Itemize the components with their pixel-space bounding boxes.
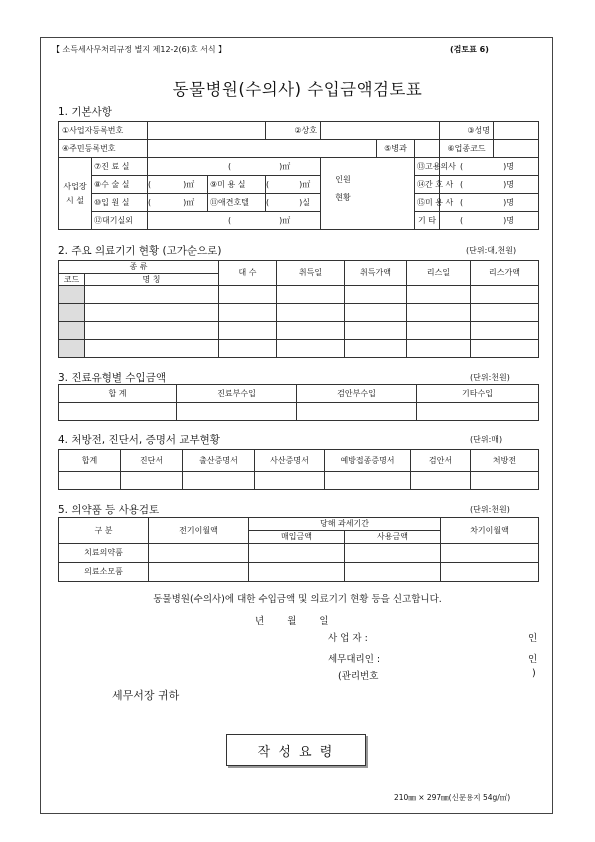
section-2-unit: (단위:대,천원) bbox=[466, 246, 517, 255]
usage-amount-input[interactable] bbox=[345, 544, 441, 563]
facility-label-line1: 사업장 bbox=[63, 181, 87, 191]
prev-carryover-input[interactable] bbox=[149, 544, 249, 563]
acquired-value-cell[interactable] bbox=[345, 304, 407, 322]
equipment-count-header: 대 수 bbox=[219, 261, 277, 286]
ward-room-input[interactable] bbox=[148, 194, 208, 212]
facility-label bbox=[59, 158, 92, 230]
waiting-room-label: ⑫대기실외 bbox=[92, 212, 148, 230]
clinic-room-input[interactable] bbox=[148, 158, 321, 176]
income-total-input[interactable] bbox=[59, 403, 177, 421]
name-input[interactable] bbox=[494, 122, 539, 140]
current-period-header: 당해 과세기간 bbox=[249, 518, 441, 531]
table-row bbox=[59, 286, 539, 304]
staff-label-line2: 현황 bbox=[335, 192, 351, 202]
medical-supplies-label: 의료소모품 bbox=[59, 563, 149, 582]
usage-amount-header: 사용금액 bbox=[345, 531, 441, 544]
biz-no-input[interactable] bbox=[148, 122, 266, 140]
table-row bbox=[59, 544, 539, 563]
paren-open: ( bbox=[228, 215, 232, 225]
basic-info-table bbox=[58, 121, 539, 230]
lease-date-cell[interactable] bbox=[407, 304, 471, 322]
lease-date-cell[interactable] bbox=[407, 340, 471, 358]
mgmt-no-close: ) bbox=[532, 668, 536, 679]
paren-open: ( bbox=[266, 197, 270, 207]
acquired-value-cell[interactable] bbox=[345, 286, 407, 304]
ward-room-label: ⑩입 원 실 bbox=[92, 194, 148, 212]
sqm-unit: )㎡ bbox=[279, 161, 291, 171]
surgery-room-label: ⑧수 술 실 bbox=[92, 176, 148, 194]
prev-carryover-header: 전기이월액 bbox=[149, 518, 249, 544]
birth-cert-header: 출산증명서 bbox=[183, 450, 255, 472]
form-rule-reference: 【 소득세사무처리규정 별지 제12-2(6)호 서식 】 bbox=[52, 45, 227, 54]
table-row bbox=[59, 304, 539, 322]
acquired-date-cell[interactable] bbox=[277, 304, 345, 322]
cert-total-header: 합계 bbox=[59, 450, 121, 472]
birth-cert-input[interactable] bbox=[183, 472, 255, 490]
waiting-room-input[interactable] bbox=[148, 212, 321, 230]
writing-guide-button[interactable]: 작 성 요 령 bbox=[226, 734, 366, 766]
paren-open: ( bbox=[148, 179, 152, 189]
form-title: 동물병원(수의사) 수입금액검토표 bbox=[172, 80, 423, 99]
biz-owner-seal: 인 bbox=[528, 633, 538, 644]
treatment-medicine-label: 치료의약품 bbox=[59, 544, 149, 563]
staff-label-line1: 인원 bbox=[335, 175, 351, 184]
tax-agent-label: 세무대리인 : bbox=[328, 654, 381, 665]
acquired-value-cell[interactable] bbox=[345, 322, 407, 340]
persons-unit: )명 bbox=[503, 197, 514, 207]
section-4-unit: (단위:매) bbox=[470, 435, 503, 444]
section-3-unit: (단위:천원) bbox=[470, 373, 510, 382]
section-4-title: 4. 처방전, 진단서, 증명서 교부현황 bbox=[58, 434, 220, 446]
prescription-header: 처방전 bbox=[471, 450, 539, 472]
clinic-room-label: ⑦진 료 실 bbox=[92, 158, 148, 176]
lease-value-cell[interactable] bbox=[471, 322, 539, 340]
purchase-amount-header: 매입금액 bbox=[249, 531, 345, 544]
inspection-cert-input[interactable] bbox=[411, 472, 471, 490]
lease-value-cell[interactable] bbox=[471, 304, 539, 322]
acquired-value-header: 취득가액 bbox=[345, 261, 407, 286]
hotel-room-label: ⑪애견호텔 bbox=[208, 194, 266, 212]
biz-owner-label: 사 업 자 : bbox=[328, 633, 368, 644]
date-line: 년 월 일 bbox=[255, 616, 329, 627]
prev-carryover-input[interactable] bbox=[149, 563, 249, 582]
paren-open: ( bbox=[460, 215, 464, 225]
name-cell[interactable] bbox=[85, 304, 219, 322]
purchase-amount-input[interactable] bbox=[249, 544, 345, 563]
usage-amount-input[interactable] bbox=[345, 563, 441, 582]
persons-unit: )명 bbox=[503, 215, 514, 225]
count-cell[interactable] bbox=[219, 304, 277, 322]
staff-label-text bbox=[330, 176, 356, 203]
other-staff-label: 기 타 bbox=[415, 212, 440, 230]
name-cell[interactable] bbox=[85, 340, 219, 358]
paren-open: ( bbox=[460, 161, 464, 171]
medicine-usage-table bbox=[58, 517, 539, 582]
vet-label: ⑬고용의사 bbox=[415, 158, 440, 176]
mgmt-no-label: (관리번호 bbox=[338, 671, 379, 682]
hotel-room-input[interactable] bbox=[266, 194, 321, 212]
cert-total-input[interactable] bbox=[59, 472, 121, 490]
medical-equipment-table bbox=[58, 260, 539, 358]
surgery-room-input[interactable] bbox=[148, 176, 208, 194]
acquired-date-cell[interactable] bbox=[277, 322, 345, 340]
count-cell[interactable] bbox=[219, 340, 277, 358]
lease-date-cell[interactable] bbox=[407, 286, 471, 304]
trade-name-label: ②상호 bbox=[266, 122, 321, 140]
name-label: ③성명 bbox=[440, 122, 494, 140]
equipment-kind-header: 종 류 bbox=[59, 261, 219, 274]
other-income-input[interactable] bbox=[417, 403, 539, 421]
diagnosis-header: 진단서 bbox=[121, 450, 183, 472]
equipment-name-header: 명 칭 bbox=[85, 274, 219, 286]
paren-open: ( bbox=[460, 179, 464, 189]
next-carryover-input[interactable] bbox=[441, 563, 539, 582]
purchase-amount-input[interactable] bbox=[249, 563, 345, 582]
nurse-label: ⑭간 호 사 bbox=[415, 176, 440, 194]
industry-code-label: ⑥업종코드 bbox=[440, 140, 494, 158]
beauty-room-input[interactable] bbox=[266, 176, 321, 194]
income-total-header: 합 계 bbox=[59, 385, 177, 403]
beautician-input[interactable] bbox=[440, 194, 539, 212]
paren-open: ( bbox=[228, 161, 232, 171]
beauty-room-label: ⑨미 용 실 bbox=[208, 176, 266, 194]
dept-label: ⑤병과 bbox=[377, 140, 415, 158]
section-5-title: 5. 의약품 등 사용검토 bbox=[58, 504, 160, 516]
sqm-unit: )㎡ bbox=[299, 179, 311, 189]
paren-open: ( bbox=[148, 197, 152, 207]
stillbirth-cert-header: 사산증명서 bbox=[255, 450, 325, 472]
medicine-kind-header: 구 분 bbox=[59, 518, 149, 544]
table-row bbox=[59, 340, 539, 358]
name-cell[interactable] bbox=[85, 286, 219, 304]
resident-no-label: ④주민등록번호 bbox=[59, 140, 148, 158]
diagnosis-input[interactable] bbox=[121, 472, 183, 490]
lease-date-header: 리스일 bbox=[407, 261, 471, 286]
persons-unit: )명 bbox=[503, 161, 514, 171]
sqm-unit: )㎡ bbox=[183, 179, 195, 189]
acquired-date-cell[interactable] bbox=[277, 286, 345, 304]
name-cell[interactable] bbox=[85, 322, 219, 340]
stillbirth-cert-input[interactable] bbox=[255, 472, 325, 490]
treatment-income-input[interactable] bbox=[177, 403, 297, 421]
other-income-header: 기타수입 bbox=[417, 385, 539, 403]
tax-agent-seal: 인 bbox=[528, 654, 538, 665]
next-carryover-input[interactable] bbox=[441, 544, 539, 563]
section-5-unit: (단위:천원) bbox=[470, 505, 510, 514]
room-unit: )실 bbox=[299, 197, 310, 207]
code-cell[interactable] bbox=[59, 322, 85, 340]
code-cell[interactable] bbox=[59, 286, 85, 304]
prescription-input[interactable] bbox=[471, 472, 539, 490]
inspection-cert-header: 검안서 bbox=[411, 450, 471, 472]
section-3-title: 3. 진료유형별 수입금액 bbox=[58, 372, 166, 384]
next-carryover-header: 차기이월액 bbox=[441, 518, 539, 544]
form-code: (검토표 6) bbox=[450, 45, 489, 54]
inspection-income-header: 검안부수입 bbox=[297, 385, 417, 403]
table-row bbox=[59, 322, 539, 340]
count-cell[interactable] bbox=[219, 286, 277, 304]
section-1-title: 1. 기본사항 bbox=[58, 106, 112, 118]
resident-no-input[interactable] bbox=[148, 140, 377, 158]
facility-label-line2: 시 설 bbox=[66, 195, 84, 205]
lease-value-cell[interactable] bbox=[471, 286, 539, 304]
other-staff-input[interactable] bbox=[440, 212, 539, 230]
lease-value-cell[interactable] bbox=[471, 340, 539, 358]
lease-value-header: 리스가액 bbox=[471, 261, 539, 286]
acquired-date-header: 취득일 bbox=[277, 261, 345, 286]
count-cell[interactable] bbox=[219, 322, 277, 340]
paper-spec: 210㎜ × 297㎜(신문용지 54g/㎡) bbox=[394, 793, 511, 802]
certificate-issuance-table bbox=[58, 449, 539, 490]
table-row bbox=[59, 563, 539, 582]
equipment-code-header: 코드 bbox=[59, 274, 85, 286]
acquired-date-cell[interactable] bbox=[277, 340, 345, 358]
income-by-type-table bbox=[58, 384, 539, 421]
nurse-input[interactable] bbox=[440, 176, 539, 194]
code-cell[interactable] bbox=[59, 304, 85, 322]
persons-unit: )명 bbox=[503, 179, 514, 189]
paren-open: ( bbox=[266, 179, 270, 189]
addressee: 세무서장 귀하 bbox=[112, 689, 180, 702]
vaccination-cert-header: 예방접종증명서 bbox=[325, 450, 411, 472]
vet-input[interactable] bbox=[440, 158, 539, 176]
lease-date-cell[interactable] bbox=[407, 322, 471, 340]
dept-input[interactable] bbox=[415, 140, 440, 158]
industry-code-input[interactable] bbox=[494, 140, 539, 158]
section-2-title: 2. 주요 의료기기 현황 (고가순으로) bbox=[58, 245, 222, 257]
trade-name-input[interactable] bbox=[321, 122, 440, 140]
sqm-unit: )㎡ bbox=[279, 215, 291, 225]
paren-open: ( bbox=[460, 197, 464, 207]
biz-no-label: ①사업자등록번호 bbox=[59, 122, 148, 140]
beautician-label: ⑮미 용 사 bbox=[415, 194, 440, 212]
treatment-income-header: 진료부수입 bbox=[177, 385, 297, 403]
vaccination-cert-input[interactable] bbox=[325, 472, 411, 490]
sqm-unit: )㎡ bbox=[183, 197, 195, 207]
acquired-value-cell[interactable] bbox=[345, 340, 407, 358]
code-cell[interactable] bbox=[59, 340, 85, 358]
declaration-text: 동물병원(수의사)에 대한 수입금액 및 의료기기 현황 등을 신고합니다. bbox=[153, 594, 442, 605]
inspection-income-input[interactable] bbox=[297, 403, 417, 421]
